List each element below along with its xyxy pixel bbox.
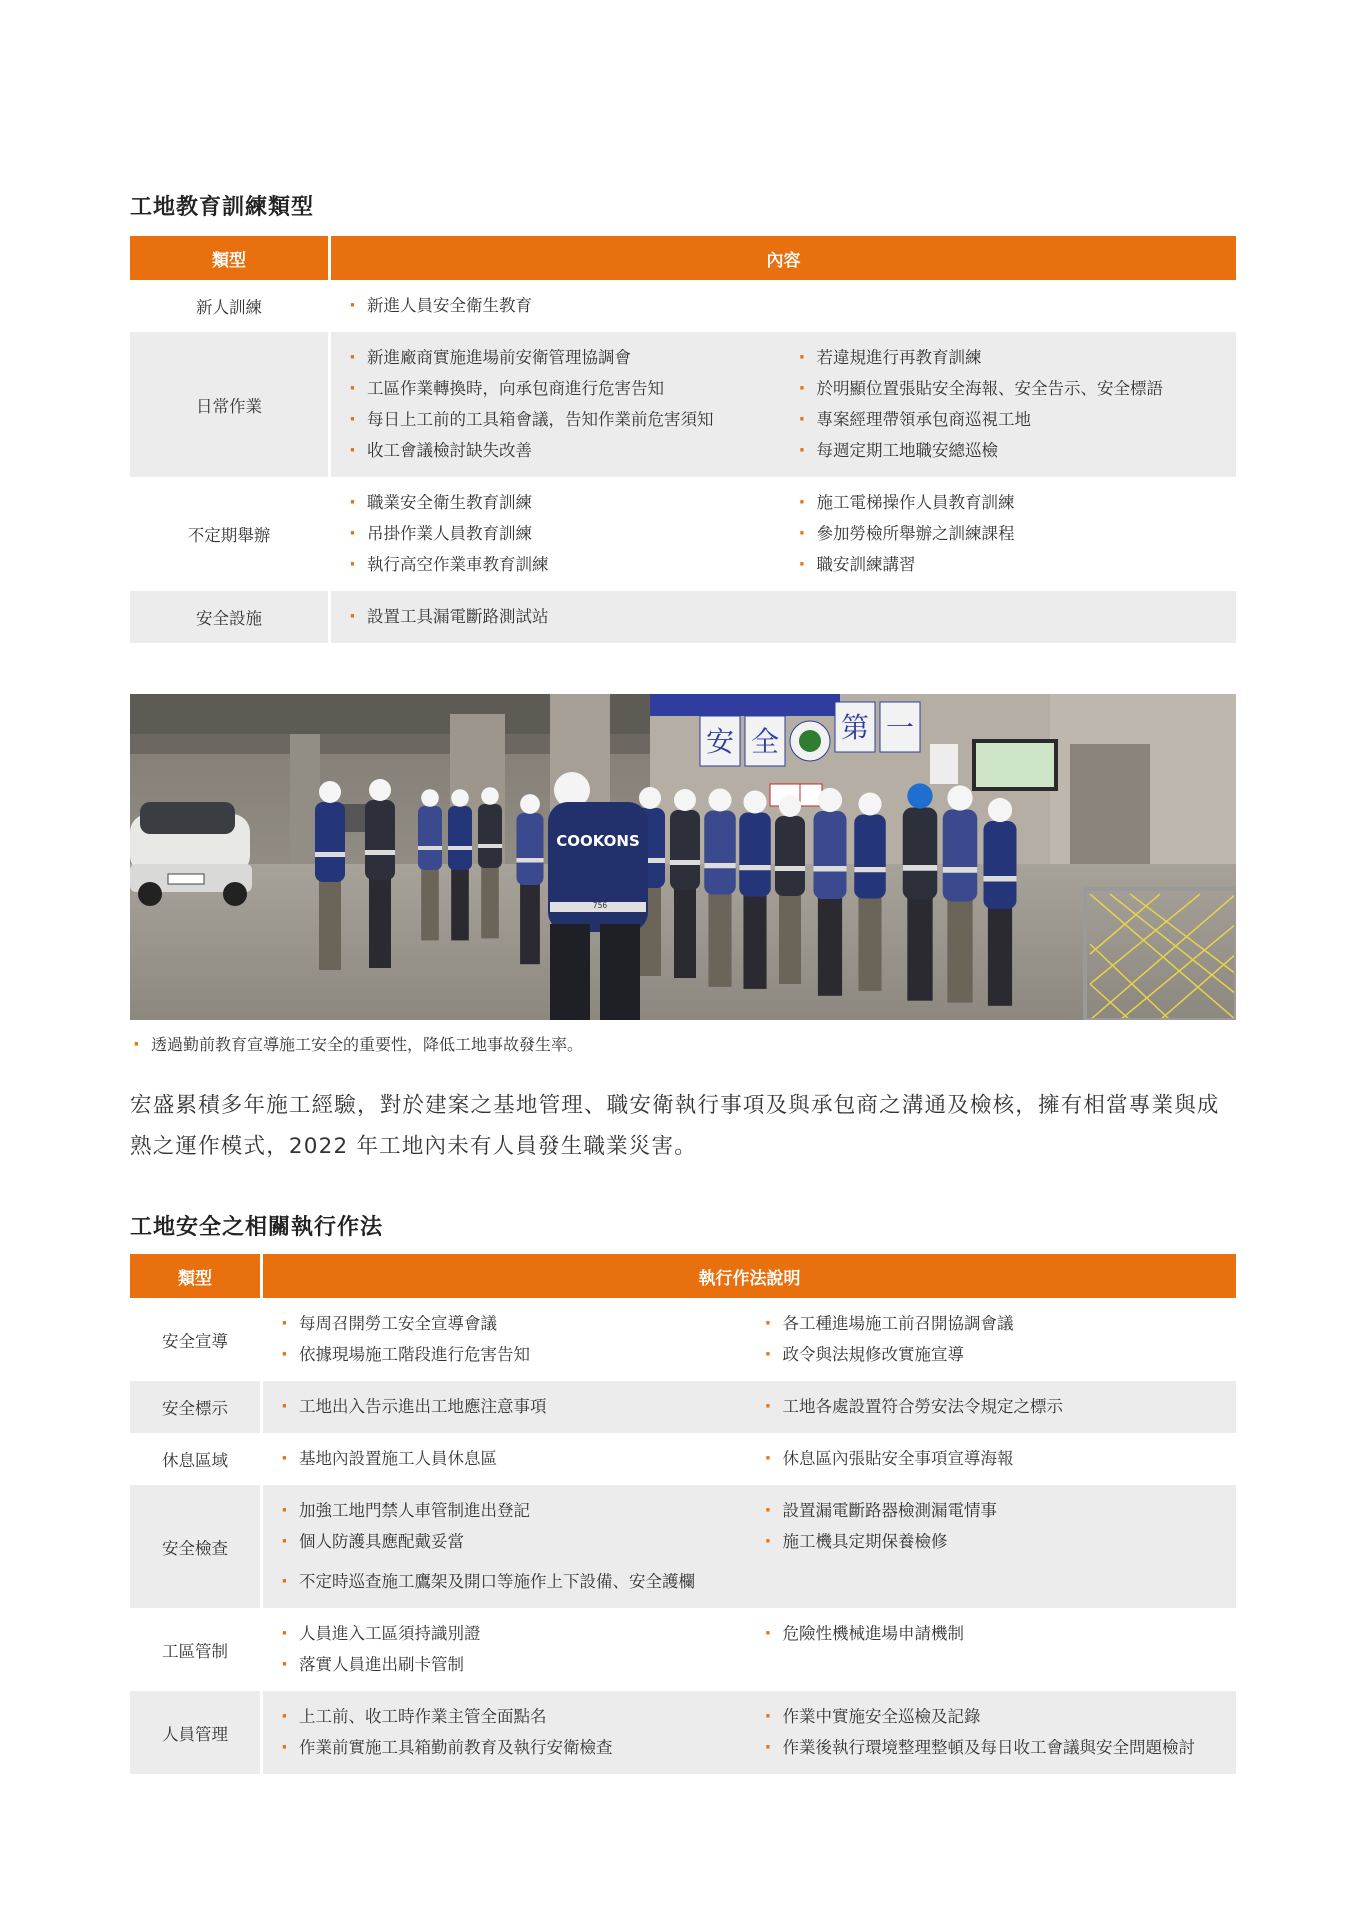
section-title-training-types: 工地教育訓練類型 (130, 195, 315, 220)
worker-figure (704, 788, 736, 986)
row-content (260, 1298, 1236, 1381)
svg-text:COOKONS: COOKONS (556, 832, 640, 850)
row-type: 日常作業 (130, 332, 328, 477)
section-title-safety-practices: 工地安全之相關執行作法 (130, 1215, 384, 1240)
row-type: 工區管制 (130, 1608, 260, 1691)
list-item: · 吊掛作業人員教育訓練 (349, 523, 787, 545)
list-item: · 工地出入告示進出工地應注意事項 (281, 1396, 753, 1418)
table-row (130, 332, 1236, 477)
row-content (260, 1433, 1236, 1485)
list-item: · 工區作業轉換時，向承包商進行危害告知 (349, 378, 787, 400)
table-row (130, 591, 1236, 643)
list-item: · 新進人員安全衛生教育 (349, 295, 787, 317)
worker-figure (448, 789, 472, 940)
list-item: · 危險性機械進場申請機制 (765, 1623, 1237, 1645)
svg-text:全: 全 (750, 725, 780, 758)
list-item: · 專案經理帶領承包商巡視工地 (799, 409, 1237, 431)
training-types-table (130, 236, 1236, 643)
svg-text:一: 一 (885, 711, 915, 744)
list-item: · 作業後執行環境整理整頓及每日收工會議與安全問題檢討 (765, 1737, 1237, 1759)
parked-car (130, 802, 252, 906)
header-description: 執行作法說明 (260, 1254, 1236, 1298)
worker-figure (984, 798, 1017, 1006)
list-item: · 職安訓練講習 (799, 554, 1237, 576)
row-content (328, 477, 1236, 591)
photo-caption: · 透過勤前教育宣導施工安全的重要性，降低工地事故發生率。 (133, 1034, 583, 1056)
list-item: · 上工前、收工時作業主管全面點名 (281, 1706, 753, 1728)
list-item: · 政令與法規修改實施宣導 (765, 1344, 1237, 1366)
list-item: · 執行高空作業車教育訓練 (349, 554, 787, 576)
row-type: 新人訓練 (130, 280, 328, 332)
safety-briefing-photo (130, 694, 1236, 1020)
worker-figure (903, 783, 938, 1000)
table-row (130, 1298, 1236, 1381)
list-item: · 休息區內張貼安全事項宣導海報 (765, 1448, 1237, 1470)
table-row (130, 1381, 1236, 1433)
worker-figure (478, 787, 502, 938)
row-type: 人員管理 (130, 1691, 260, 1774)
worker-figure (814, 788, 847, 996)
list-item: · 人員進入工區須持識別證 (281, 1623, 753, 1645)
row-type: 休息區域 (130, 1433, 260, 1485)
list-item: · 於明顯位置張貼安全海報、安全告示、安全標語 (799, 378, 1237, 400)
list-item: · 工地各處設置符合勞安法令規定之標示 (765, 1396, 1237, 1418)
list-item: · 若違規進行再教育訓練 (799, 347, 1237, 369)
list-item: · 每日上工前的工具箱會議，告知作業前危害須知 (349, 409, 787, 431)
svg-text:第: 第 (840, 711, 870, 744)
list-item: · 不定時巡查施工鷹架及開口等施作上下設備、安全護欄 (281, 1571, 1236, 1593)
row-type: 安全設施 (130, 591, 328, 643)
worker-figure (418, 789, 442, 940)
list-item: · 落實人員進出刷卡管制 (281, 1654, 753, 1676)
list-item: · 基地內設置施工人員休息區 (281, 1448, 753, 1470)
row-content (260, 1691, 1236, 1774)
svg-text:756: 756 (592, 901, 608, 910)
list-item: · 施工電梯操作人員教育訓練 (799, 492, 1237, 514)
construction-site-illustration (130, 694, 1236, 1020)
row-content (260, 1608, 1236, 1691)
svg-text:安: 安 (705, 725, 735, 758)
worker-figure (854, 792, 886, 990)
body-paragraph: 宏盛累積多年施工經驗，對於建案之基地管理、職安衛執行事項及與承包商之溝通及檢核，擁有相當專業與成熟之運作模式，2022 年工地內未有人員發生職業災害。 (130, 1093, 1220, 1159)
header-type: 類型 (130, 236, 328, 280)
row-content (260, 1381, 1236, 1433)
table-row (130, 1433, 1236, 1485)
row-type: 安全檢查 (130, 1485, 260, 1608)
worker-figure (517, 794, 544, 964)
list-item: · 新進廠商實施進場前安衛管理協調會 (349, 347, 787, 369)
row-content (328, 332, 1236, 477)
worker-figure (943, 785, 978, 1002)
list-item: · 收工會議檢討缺失改善 (349, 440, 787, 462)
list-item: · 設置工具漏電斷路測試站 (349, 606, 787, 628)
list-item: · 設置漏電斷路器檢測漏電情事 (765, 1500, 1237, 1522)
safety-practices-table (130, 1254, 1236, 1774)
list-item: · 依據現場施工階段進行危害告知 (281, 1344, 753, 1366)
list-item: · 各工種進場施工前召開協調會議 (765, 1313, 1237, 1335)
list-item: · 作業中實施安全巡檢及記錄 (765, 1706, 1237, 1728)
table-row (130, 280, 1236, 332)
list-item: · 作業前實施工具箱勤前教育及執行安衛檢查 (281, 1737, 753, 1759)
list-item: · 施工機具定期保養檢修 (765, 1531, 1237, 1553)
worker-figure (775, 795, 805, 984)
row-content (328, 280, 1236, 332)
row-content (328, 591, 1236, 643)
row-type: 安全標示 (130, 1381, 260, 1433)
list-item: · 加強工地門禁人車管制進出登記 (281, 1500, 753, 1522)
list-item: · 每周召開勞工安全宣導會議 (281, 1313, 753, 1335)
worker-figure (365, 779, 395, 968)
header-content: 內容 (328, 236, 1236, 280)
list-item: · 職業安全衛生教育訓練 (349, 492, 787, 514)
row-content (260, 1485, 1236, 1608)
worker-figure (739, 790, 771, 988)
row-type: 安全宣導 (130, 1298, 260, 1381)
list-item: · 每週定期工地職安總巡檢 (799, 440, 1237, 462)
list-item: · 參加勞檢所舉辦之訓練課程 (799, 523, 1237, 545)
table-row (130, 477, 1236, 591)
table-row (130, 1691, 1236, 1774)
table-row (130, 1608, 1236, 1691)
list-item: · 個人防護具應配戴妥當 (281, 1531, 753, 1553)
header-type: 類型 (130, 1254, 260, 1298)
row-type: 不定期舉辦 (130, 477, 328, 591)
table-row (130, 1485, 1236, 1608)
worker-figure (670, 789, 700, 978)
worker-figure (315, 781, 345, 970)
